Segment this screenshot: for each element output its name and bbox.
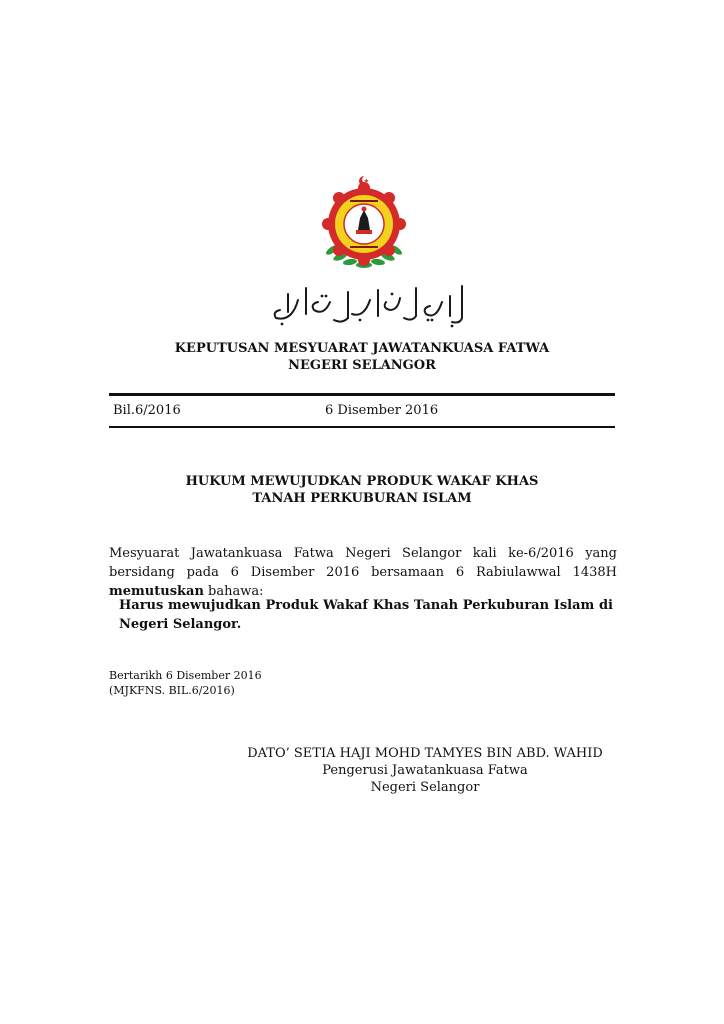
signatory-state: Negeri Selangor <box>370 780 480 795</box>
document-title <box>0 340 724 374</box>
rule-bottom <box>109 426 615 428</box>
intro-paragraph <box>109 544 617 601</box>
title-line-1: KEPUTUSAN MESYUARAT JAWATANKUASA FATWA <box>174 341 550 356</box>
dated-line-2: (MJKFNS. BIL.6/2016) <box>109 684 235 697</box>
jabatan-mufti-emblem <box>320 174 408 270</box>
decision-text: Harus mewujudkan Produk Wakaf Khas Tanah Perkuburan Islam di Negeri Selangor. <box>119 598 613 632</box>
intro-text: Mesyuarat Jawatankuasa Fatwa Negeri Selangor kali ke-6/2016 yang bersidang pada 6 Disember 2016 bersamaan 6 Rabiulawwal 1438H <box>109 546 617 580</box>
jawi-calligraphy-logo <box>266 280 472 332</box>
intro-end-text: bahawa: <box>203 584 264 599</box>
rule-top <box>109 393 615 396</box>
dated-block <box>109 668 262 698</box>
reference-date: 6 Disember 2016 <box>325 403 439 418</box>
intro-bold-text: memutuskan <box>109 584 204 599</box>
signatory-name: DATO’ SETIA HAJI MOHD TAMYES BIN ABD. WAHID <box>247 746 603 761</box>
subject-heading <box>0 473 724 507</box>
signatory-title: Pengerusi Jawatankuasa Fatwa <box>322 763 528 778</box>
signature-block <box>240 745 610 796</box>
title-line-2: NEGERI SELANGOR <box>288 358 436 373</box>
subject-line-1: HUKUM MEWUJUDKAN PRODUK WAKAF KHAS <box>185 474 539 489</box>
subject-line-2: TANAH PERKUBURAN ISLAM <box>252 491 472 506</box>
reference-number: Bil.6/2016 <box>113 403 181 418</box>
dated-line-1: Bertarikh 6 Disember 2016 <box>109 669 262 682</box>
